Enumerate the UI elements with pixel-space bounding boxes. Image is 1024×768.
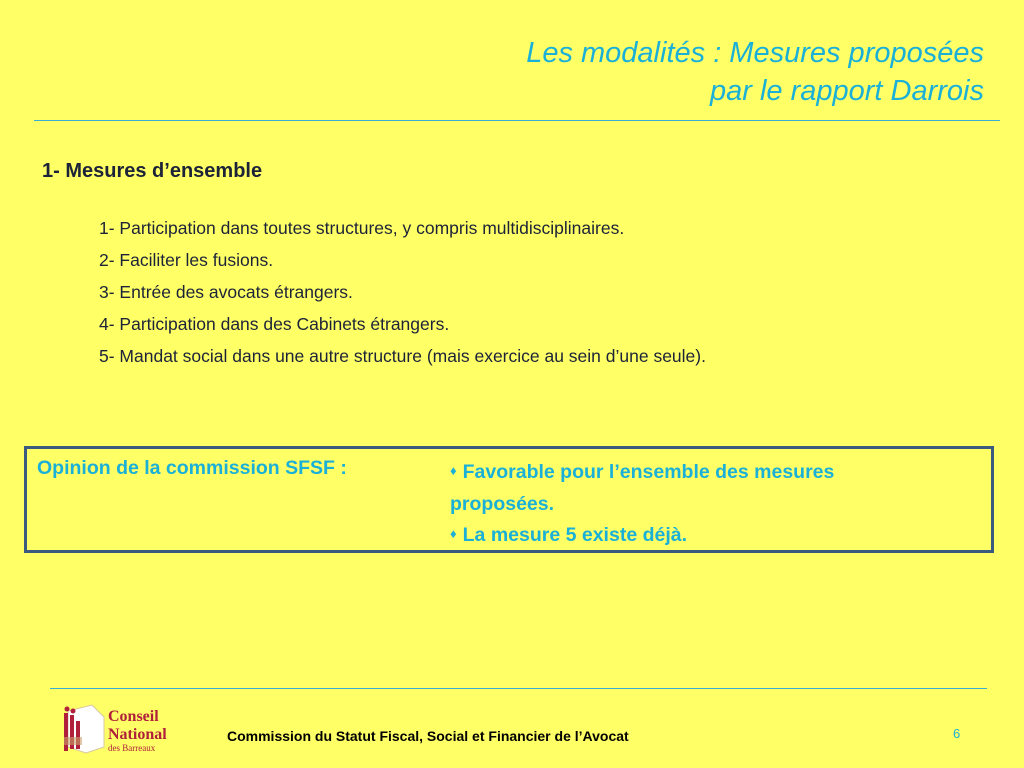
diamond-bullet-icon: ♦ [450,526,457,541]
logo-text-line-2: National [108,726,167,743]
logo-text-line-1: Conseil [108,708,159,725]
opinion-box [24,446,994,553]
opinion-item-text: Favorable pour l’ensemble des mesures [462,461,835,483]
section-heading: 1- Mesures d’ensemble [42,160,263,182]
opinion-item-continuation: proposées. [450,493,555,515]
measure-item: 5- Mandat social dans une autre structure (mais exercice au sein d’une seule). [99,346,706,366]
measure-item: 1- Participation dans toutes structures, y compris multidisciplinaires. [99,218,625,238]
opinion-item-text: La mesure 5 existe déjà. [462,524,688,546]
conseil-national-logo [64,703,182,755]
measure-item: 2- Faciliter les fusions. [99,250,274,270]
opinion-item [450,457,834,489]
footer-text: Commission du Statut Fiscal, Social et Financier de l’Avocat [227,728,629,744]
slide-title-line-2: par le rapport Darrois [710,75,984,107]
slide-title [526,34,984,110]
footer-divider [50,688,987,689]
slide-title-line-1: Les modalités : Mesures proposées [526,37,984,69]
measures-list [99,215,706,375]
opinion-item [450,520,834,552]
page-number: 6 [953,726,961,741]
title-divider [34,120,1000,121]
opinion-items [450,457,834,552]
measure-item: 4- Participation dans des Cabinets étrangers. [99,314,450,334]
measure-item: 3- Entrée des avocats étrangers. [99,282,353,302]
diamond-bullet-icon: ♦ [450,463,457,478]
opinion-label: Opinion de la commission SFSF : [37,457,347,479]
logo-text-line-3: des Barreaux [108,743,156,753]
